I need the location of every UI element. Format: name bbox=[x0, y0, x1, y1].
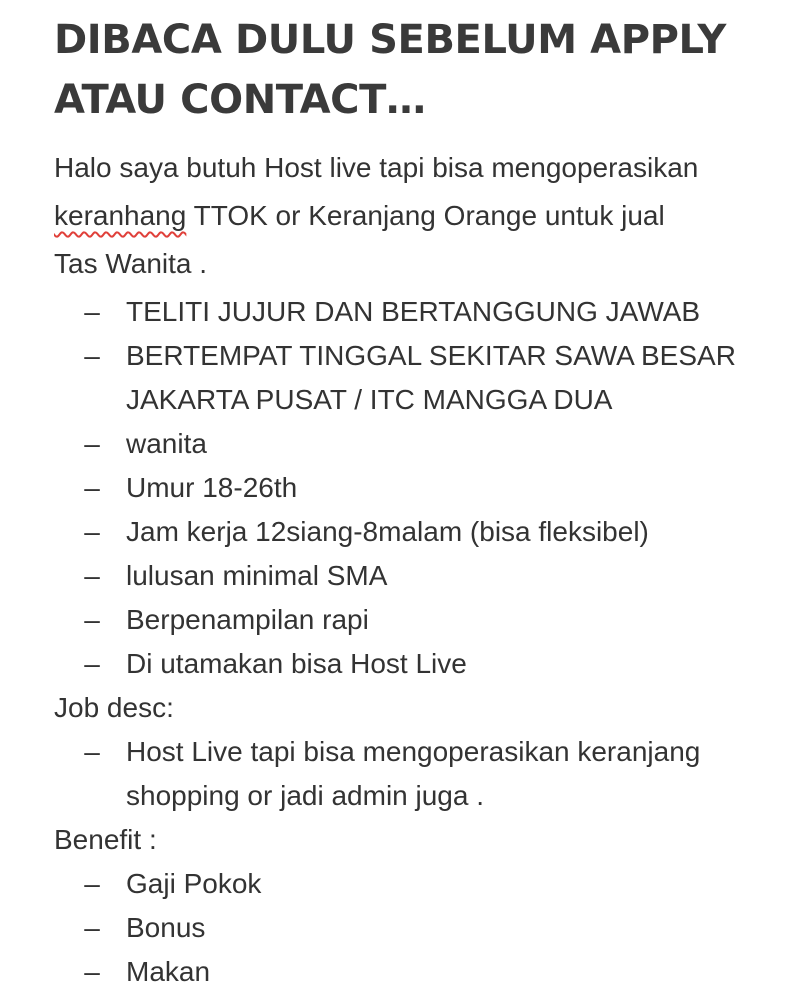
benefit-list bbox=[54, 862, 794, 994]
dash-bullet: – bbox=[84, 472, 100, 503]
list-item bbox=[54, 554, 794, 598]
dash-bullet: – bbox=[84, 604, 100, 635]
list-item bbox=[54, 598, 794, 642]
list-item-text: TELITI JUJUR DAN BERTANGGUNG JAWAB bbox=[126, 296, 701, 327]
list-item-text: wanita bbox=[126, 428, 207, 459]
dash-bullet: – bbox=[84, 296, 100, 327]
dash-bullet: – bbox=[84, 648, 100, 679]
list-item-text: Host Live tapi bisa mengoperasikan keranjang bbox=[126, 736, 701, 767]
dash-bullet: – bbox=[84, 956, 100, 987]
dash-bullet: – bbox=[84, 560, 100, 591]
page-title bbox=[54, 0, 794, 130]
dash-bullet: – bbox=[84, 912, 100, 943]
list-item bbox=[54, 862, 794, 906]
list-item-text: Berpenampilan rapi bbox=[126, 604, 369, 635]
requirements-list bbox=[54, 290, 794, 686]
list-item-text: BERTEMPAT TINGGAL SEKITAR SAWA BESAR bbox=[126, 340, 736, 371]
job-desc-label: Job desc: bbox=[54, 692, 174, 723]
list-item bbox=[54, 950, 794, 994]
list-item bbox=[54, 422, 794, 466]
list-item bbox=[54, 290, 794, 334]
list-item-text: Makan bbox=[126, 956, 211, 987]
list-item bbox=[54, 730, 794, 818]
dash-bullet: – bbox=[84, 428, 100, 459]
list-item bbox=[54, 906, 794, 950]
document bbox=[54, 0, 794, 994]
list-item-text: Di utamakan bisa Host Live bbox=[126, 648, 467, 679]
list-item-text-continued: JAKARTA PUSAT / ITC MANGGA DUA bbox=[126, 384, 613, 415]
intro-line-2-rest: TTOK or Keranjang Orange untuk jual bbox=[186, 200, 665, 231]
list-item-text: Gaji Pokok bbox=[126, 868, 262, 899]
list-item bbox=[54, 510, 794, 554]
list-item-text: Jam kerja 12siang-8malam (bisa fleksibel) bbox=[126, 516, 649, 547]
title-line-2: ATAU CONTACT… bbox=[54, 77, 426, 123]
intro-line-1: Halo saya butuh Host live tapi bisa mengoperasikan bbox=[54, 152, 699, 183]
dash-bullet: – bbox=[84, 736, 100, 767]
intro-paragraph bbox=[54, 144, 794, 288]
intro-line-2 bbox=[54, 192, 794, 240]
dash-bullet: – bbox=[84, 868, 100, 899]
list-item-text-continued: shopping or jadi admin juga . bbox=[126, 780, 485, 811]
list-item bbox=[54, 466, 794, 510]
dash-bullet: – bbox=[84, 516, 100, 547]
list-item bbox=[54, 334, 794, 422]
list-item-text: Bonus bbox=[126, 912, 206, 943]
list-item-text: lulusan minimal SMA bbox=[126, 560, 388, 591]
misspelled-word[interactable]: keranhang bbox=[54, 200, 187, 231]
title-line-1: DIBACA DULU SEBELUM APPLY bbox=[54, 17, 726, 63]
list-item-text: Umur 18-26th bbox=[126, 472, 298, 503]
job-desc-list bbox=[54, 730, 794, 818]
benefit-label: Benefit : bbox=[54, 824, 157, 855]
intro-line-3: Tas Wanita . bbox=[54, 248, 208, 279]
dash-bullet: – bbox=[84, 340, 100, 371]
list-item bbox=[54, 642, 794, 686]
